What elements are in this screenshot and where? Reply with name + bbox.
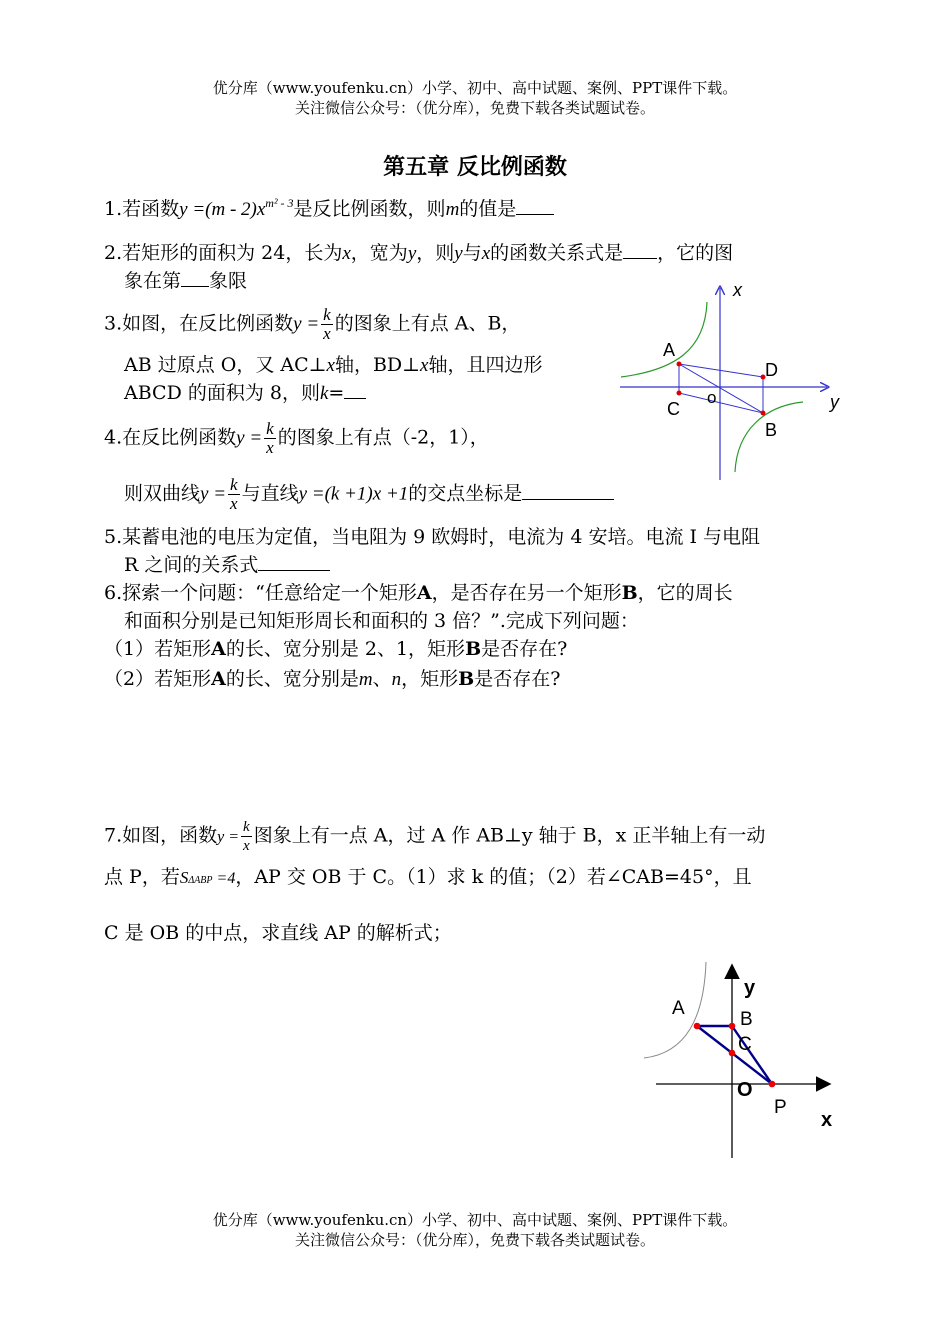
fraction-k-over-x: $\frac{k}{x}$	[243, 819, 250, 854]
footer-line-1: 优分库（www.youfenku.cn）小学、初中、高中试题、案例、PPT课件下载。	[212, 1211, 738, 1229]
fraction-k-over-x: $\frac{k}{x}$	[266, 419, 274, 457]
fig1-label-a: A	[663, 340, 676, 360]
answer-blank	[258, 552, 330, 571]
fig1-label-b: B	[765, 420, 778, 440]
point-c	[729, 1050, 736, 1057]
answer-blank	[623, 240, 657, 259]
question-3-line-3: ABCD 的面积为 8，则k=	[124, 380, 366, 407]
point-p	[769, 1081, 776, 1088]
fig1-label-c: C	[667, 399, 680, 419]
fig2-label-x: x	[821, 1109, 833, 1131]
point-a	[677, 362, 682, 367]
header-line-2: 关注微信公众号：（优分库），免费下载各类试题试卷。	[294, 99, 655, 117]
footer-line-2: 关注微信公众号：（优分库），免费下载各类试题试卷。	[294, 1231, 655, 1249]
question-4-line-2: 则双曲线y = $\frac{k}{x}$ 与直线y =(k +1)x +1的交点坐标是	[124, 476, 614, 513]
fig2-label-b: B	[740, 1009, 753, 1030]
answer-blank	[181, 268, 209, 287]
page-title: 第五章 反比例函数	[383, 155, 567, 180]
fraction-k-over-x: $\frac{k}{x}$	[230, 475, 238, 513]
fig1-label-o: o	[707, 388, 717, 407]
question-6-part-1: （1）若矩形A的长、宽分别是 2、1，矩形B是否存在?	[104, 638, 568, 660]
fig1-label-y: y	[830, 392, 839, 412]
fraction-k-over-x: $\frac{k}{x}$	[323, 305, 331, 343]
point-b	[729, 1023, 736, 1030]
point-a	[694, 1023, 701, 1030]
answer-blank	[344, 380, 366, 399]
question-5-line-2: R 之间的关系式	[124, 552, 330, 578]
fig2-label-c: C	[738, 1034, 752, 1055]
question-6-line-1: 6.探索一个问题：“任意给定一个矩形A，是否存在另一个矩形B，它的周长	[104, 582, 733, 604]
answer-blank	[516, 196, 554, 215]
fig2-label-a: A	[672, 998, 685, 1019]
fig1-label-d: D	[765, 360, 778, 380]
question-7-line-1: 7.如图，函数y = $\frac{k}{x}$ 图象上有一点 A，过 A 作 AB⊥y 轴于 B，x 正半轴上有一动	[104, 819, 766, 854]
question-1: 1.若函数$y =(m - 2)x^{m^2 - 3}$是反比例函数，则m的值是	[104, 190, 554, 223]
fig2-label-o: O	[737, 1079, 753, 1101]
header-line-1: 优分库（www.youfenku.cn）小学、初中、高中试题、案例、PPT课件下载。	[212, 79, 738, 97]
segment-ab	[679, 364, 763, 413]
fig2-label-p: P	[774, 1097, 787, 1118]
figure-2-coordinate	[636, 958, 836, 1163]
answer-blank	[522, 481, 614, 500]
question-3-line-1: 3.如图，在反比例函数y = $\frac{k}{x}$ 的图象上有点 A、B，	[104, 305, 521, 343]
question-5-line-1: 5.某蓄电池的电压为定值，当电阻为 9 欧姆时，电流为 4 安培。电流 I 与电阻	[104, 526, 761, 548]
question-3-line-2: AB 过原点 O，又 AC⊥x轴，BD⊥x轴，且四边形	[124, 354, 543, 376]
question-6-part-2: （2）若矩形A的长、宽分别是m、n，矩形B是否存在?	[104, 668, 561, 690]
point-c	[677, 391, 682, 396]
fig1-label-x: x	[733, 280, 742, 300]
point-b	[761, 411, 766, 416]
fig2-label-y: y	[744, 977, 756, 999]
question-2-line-1: 2.若矩形的面积为 24，长为x，宽为y，则y与x的函数关系式是 ，它的图	[104, 242, 734, 264]
question-2-line-2: 象在第 象限	[124, 270, 248, 292]
question-7-line-3: C 是 OB 的中点，求直线 AP 的解析式；	[104, 922, 452, 944]
question-4-line-1: 4.在反比例函数y = $\frac{k}{x}$ 的图象上有点（-2，1），	[104, 419, 489, 457]
question-6-line-2: 和面积分别是已知矩形周长和面积的 3 倍？”.完成下列问题：	[124, 610, 639, 632]
figure-1-hyperbola	[615, 280, 850, 488]
question-7-line-2: 点 P，若SΔABP =4，AP 交 OB 于 C。（1）求 k 的值；（2）若∠CAB=45°，且	[104, 866, 752, 888]
